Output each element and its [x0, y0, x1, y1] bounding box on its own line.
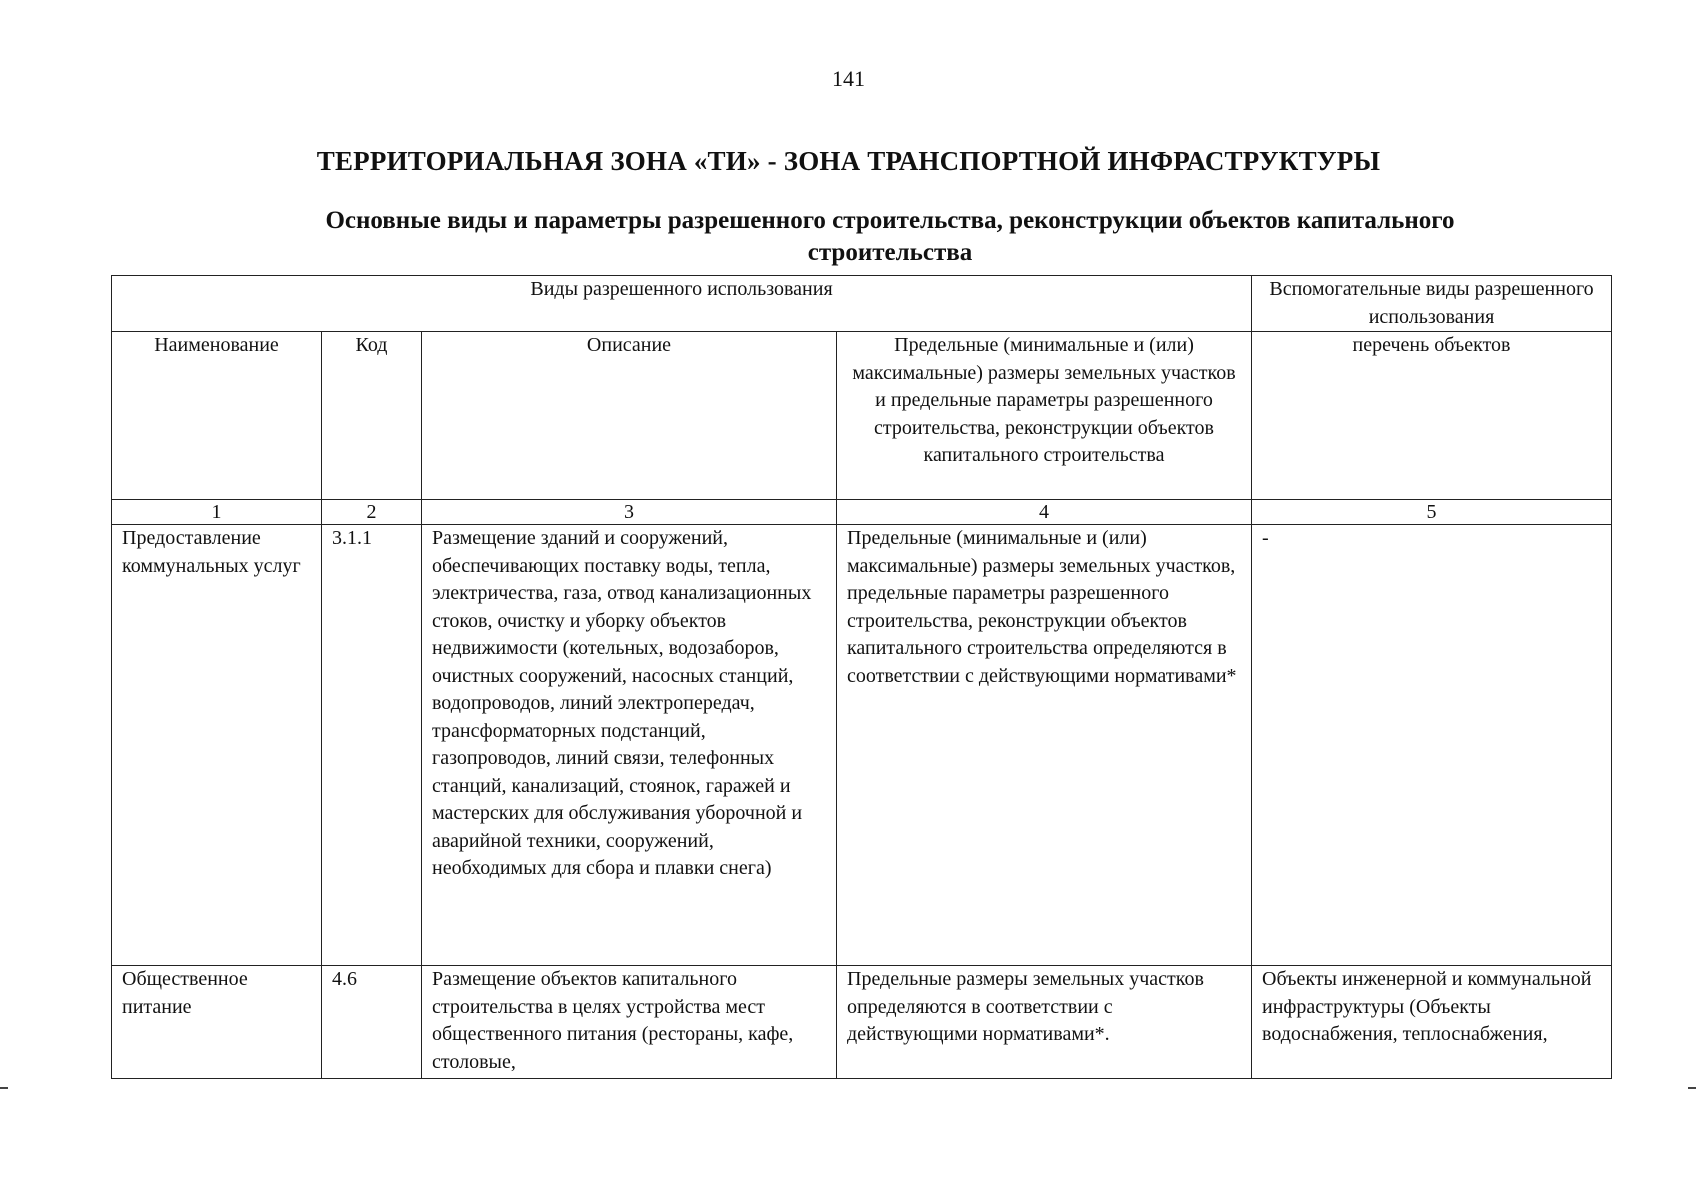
row-name: Общественное питание: [112, 966, 322, 1079]
row-parameters: Предельные размеры земельных участков определяются в соответствии с действующими нормативами*.: [837, 966, 1252, 1079]
table-column-header-row: [112, 332, 1612, 500]
column-number: 2: [322, 500, 422, 525]
row-auxiliary: -: [1252, 525, 1612, 966]
column-header-description: Описание: [422, 332, 837, 500]
table-row: [112, 525, 1612, 966]
column-header-name: Наименование: [112, 332, 322, 500]
row-name: Предоставление коммунальных услуг: [112, 525, 322, 966]
column-number: 4: [837, 500, 1252, 525]
column-header-code: Код: [322, 332, 422, 500]
row-description: Размещение объектов капитального строительства в целях устройства мест общественного питания (рестораны, кафе, столовые,: [422, 966, 837, 1079]
group-header-main: Виды разрешенного использования: [112, 276, 1252, 332]
row-code: 4.6: [322, 966, 422, 1079]
column-number-row: [112, 500, 1612, 525]
table-group-header-row: [112, 276, 1612, 332]
row-auxiliary: Объекты инженерной и коммунальной инфраструктуры (Объекты водоснабжения, теплоснабжения,: [1252, 966, 1612, 1079]
section-title: Основные виды и параметры разрешенного строительства, реконструкции объектов капитального строительства: [325, 207, 1455, 266]
page-number: 141: [832, 66, 865, 91]
column-number: 5: [1252, 500, 1612, 525]
row-code: 3.1.1: [322, 525, 422, 966]
scan-margin-mark: [0, 1087, 8, 1089]
column-number: 1: [112, 500, 322, 525]
permitted-use-table: [111, 275, 1612, 1079]
scan-margin-mark: [1688, 1087, 1696, 1089]
group-header-aux: Вспомогательные виды разрешенного использования: [1252, 276, 1612, 332]
column-number: 3: [422, 500, 837, 525]
table-row: [112, 966, 1612, 1079]
column-header-parameters: Предельные (минимальные и (или) максимальные) размеры земельных участков и предельные параметры разрешенного строительства, реконструкции объектов капитального строительства: [837, 332, 1252, 500]
row-parameters: Предельные (минимальные и (или) максимальные) размеры земельных участков, предельные параметры разрешенного строительства, реконструкции объектов капитального строительства определяются в соответствии с действующими нормативами*: [837, 525, 1252, 966]
column-header-objects: перечень объектов: [1252, 332, 1612, 500]
row-description: Размещение зданий и сооружений, обеспечивающих поставку воды, тепла, электричества, газа, отвод канализационных стоков, очистку и уборку объектов недвижимости (котельных, водозаборов, очистных сооружений, насосных станций, водопроводов, линий электропередач, трансформаторных подстанций, газопроводов, линий связи, телефонных станций, канализаций, стоянок, гаражей и мастерских для обслуживания уборочной и аварийной техники, сооружений, необходимых для сбора и плавки снега): [422, 525, 837, 966]
zone-title: ТЕРРИТОРИАЛЬНАЯ ЗОНА «ТИ» - ЗОНА ТРАНСПОРТНОЙ ИНФРАСТРУКТУРЫ: [316, 146, 1381, 176]
